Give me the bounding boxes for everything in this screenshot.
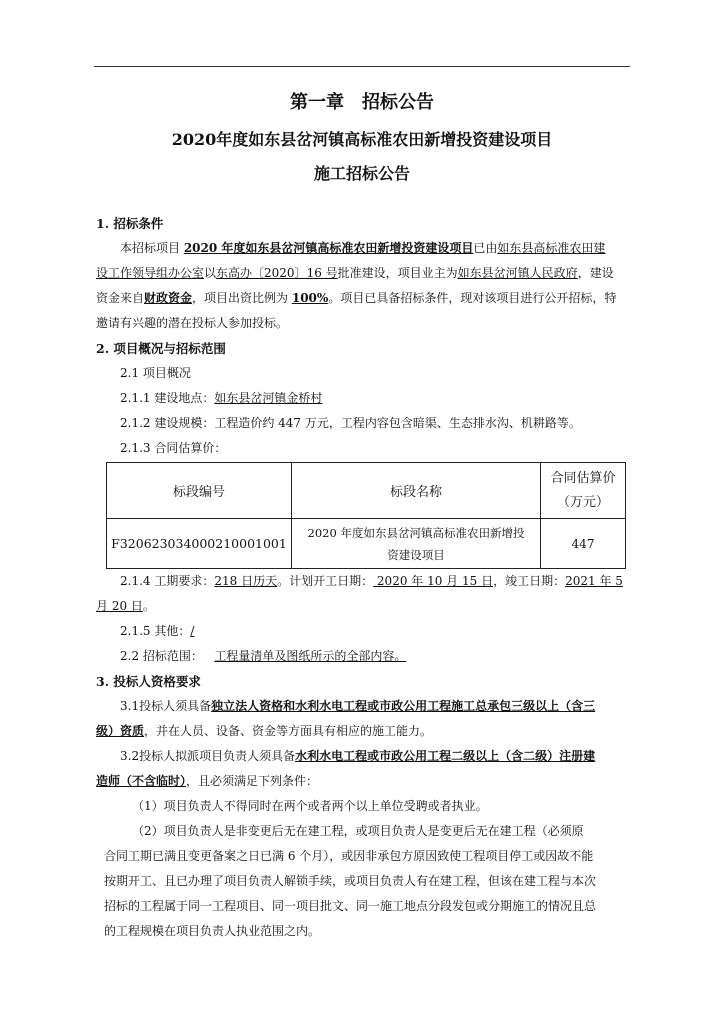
item-3-1: 3.1投标人须具备独立法人资格和水利水电工程或市政公用工程施工总承包三级以上（含三 bbox=[120, 699, 596, 713]
item-2-1-4: 2.1.4 工期要求：218 日历天。计划开工日期： 2020 年 10 月 15 日，竣工日期：2021 年 5 bbox=[120, 574, 623, 588]
cell-section-code: F320623034000210001001 bbox=[107, 519, 292, 569]
header-section-code: 标段编号 bbox=[107, 463, 292, 519]
cell-contract-price: 447 bbox=[541, 519, 626, 569]
chapter-title: 第一章 招标公告 bbox=[290, 92, 434, 113]
table-row bbox=[107, 519, 626, 569]
condition-2-line-2: 合同工期已满且变更备案之日已满 6 个月），或因非承包方原因致使工程项目停工或因故不能 bbox=[104, 849, 594, 863]
section-2-heading: 2. 项目概况与招标范围 bbox=[96, 341, 226, 356]
item-2-1: 2.1 项目概况 bbox=[120, 366, 191, 380]
section-1-line-2: 设工作领导组办公室以东高办〔2020〕16 号批准建设，项目业主为如东县岔河镇人民政府，建设 bbox=[96, 266, 614, 280]
item-2-1-3: 2.1.3 合同估算价： bbox=[120, 441, 227, 455]
header-section-name: 标段名称 bbox=[292, 463, 541, 519]
condition-1: （1）项目负责人不得同时在两个或者两个以上单位受聘或者执业。 bbox=[132, 799, 488, 813]
section-1-line-4: 邀请有兴趣的潜在投标人参加投标。 bbox=[96, 316, 289, 330]
condition-2-line-5: 的工程规模在项目负责人执业范围之内。 bbox=[104, 924, 321, 938]
header-rule bbox=[94, 66, 630, 67]
item-2-1-5: 2.1.5 其他：/ bbox=[120, 624, 195, 638]
cell-section-name: 2020 年度如东县岔河镇高标准农田新增投 资建设项目 bbox=[292, 519, 541, 569]
item-2-1-1: 2.1.1 建设地点：如东县岔河镇金桥村 bbox=[120, 391, 323, 405]
condition-2-line-1: （2）项目负责人是非变更后无在建工程，或项目负责人是变更后无在建工程（必须原 bbox=[132, 824, 584, 838]
item-2-2: 2.2 招标范围： 工程量清单及图纸所示的全部内容。 bbox=[120, 649, 407, 663]
item-2-1-4-cont: 月 20 日。 bbox=[96, 599, 155, 613]
item-3-1-cont: 级）资质，并在人员、设备、资金等方面具有相应的施工能力。 bbox=[96, 724, 433, 738]
announcement-subtitle: 施工招标公告 bbox=[313, 164, 410, 183]
section-3-heading: 3. 投标人资格要求 bbox=[96, 674, 201, 689]
item-3-2: 3.2投标人拟派项目负责人须具备水利水电工程或市政公用工程二级以上（含二级）注册建 bbox=[120, 749, 596, 763]
section-1-heading: 1. 招标条件 bbox=[96, 216, 164, 231]
condition-2-line-3: 按期开工、且已办理了项目负责人解锁手续，或项目负责人有在建工程，但该在建工程与本次 bbox=[104, 874, 597, 888]
item-2-1-2: 2.1.2 建设规模：工程造价约 447 万元，工程内容包含暗渠、生态排水沟、机耕路等。 bbox=[120, 416, 581, 430]
bid-section-table bbox=[106, 462, 626, 569]
table-header-row bbox=[107, 463, 626, 519]
header-contract-price: 合同估算价 （万元） bbox=[541, 463, 626, 519]
item-3-2-cont: 造师（不含临时），且必须满足下列条件： bbox=[96, 774, 319, 788]
condition-2-line-4: 招标的工程属于同一工程项目、同一项目批文、同一施工地点分段发包或分期施工的情况且总 bbox=[104, 899, 597, 913]
project-title: 2020年度如东县岔河镇高标准农田新增投资建设项目 bbox=[171, 130, 553, 149]
section-1-line-1: 本招标项目 2020 年度如东县岔河镇高标准农田新增投资建设项目已由如东县高标准农田建 bbox=[120, 241, 606, 255]
section-1-line-3: 资金来自财政资金，项目出资比例为 100%。项目已具备招标条件，现对该项目进行公开招标，特 bbox=[96, 291, 617, 305]
